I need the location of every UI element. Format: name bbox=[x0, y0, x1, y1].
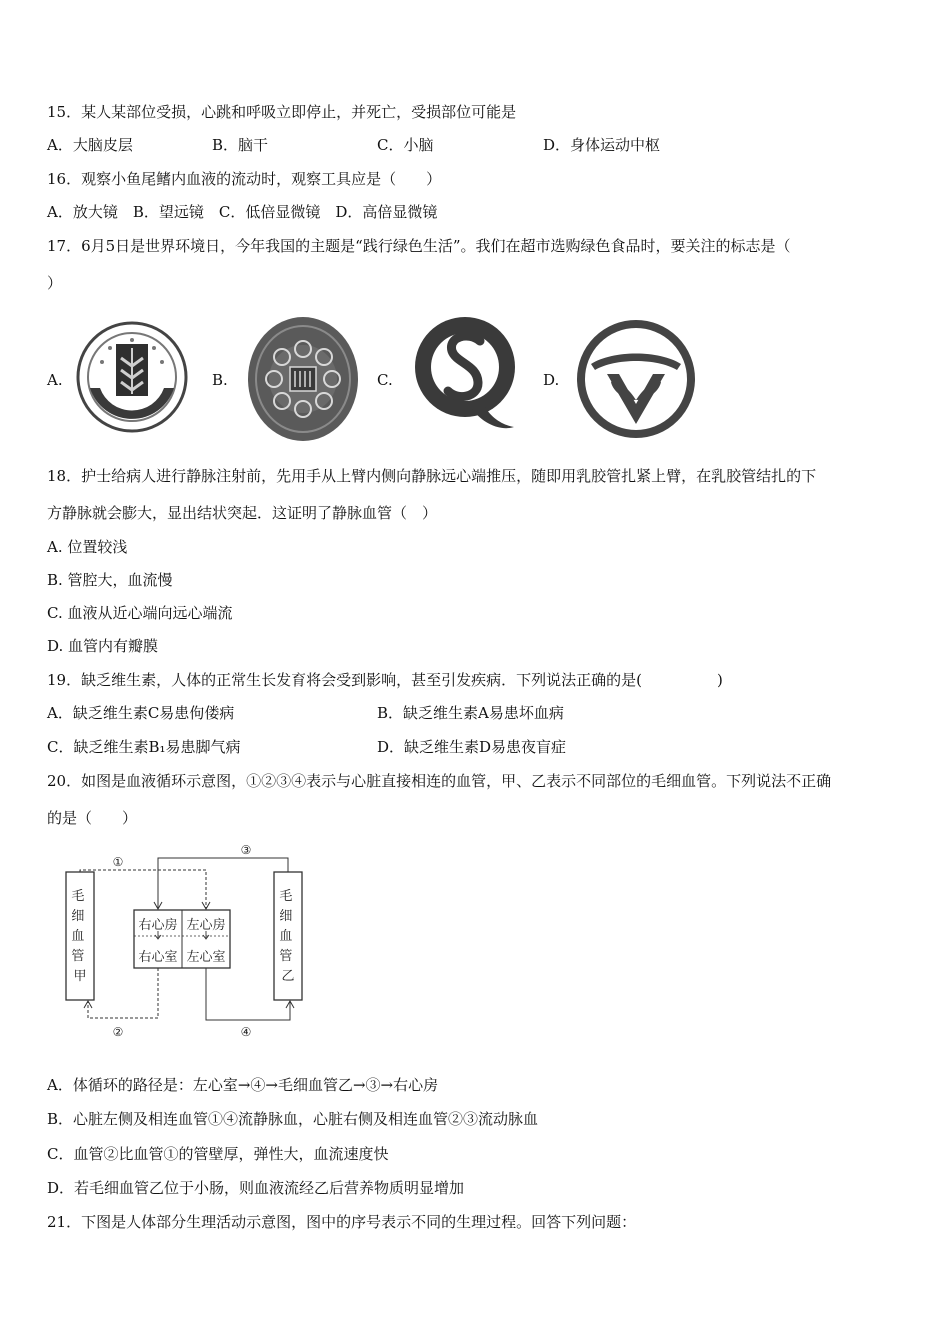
q21-stem: 21．下图是人体部分生理活动示意图，图中的序号表示不同的生理过程。回答下列问题： bbox=[47, 1213, 637, 1231]
capillary-b-char-2: 细 bbox=[279, 909, 293, 924]
q20-option-b: B．心脏左侧及相连血管①④流静脉血，心脏右侧及相连血管②③流动脉血 bbox=[47, 1110, 539, 1128]
capillary-b-char-5: 乙 bbox=[281, 969, 295, 984]
right-ventricle: 右心室 bbox=[138, 950, 178, 965]
sq-quality-logo bbox=[410, 305, 520, 444]
q15-option-c: C．小脑 bbox=[377, 136, 434, 154]
capillary-a-label bbox=[71, 889, 88, 984]
q18-option-b: B. 管腔大，血流慢 bbox=[47, 571, 173, 589]
q15-option-b: B．脑干 bbox=[212, 136, 269, 154]
green-food-logo bbox=[76, 318, 188, 440]
q20-stem-line1: 20．如图是血液循环示意图，①②③④表示与心脏直接相连的血管，甲、乙表示不同部位的毛细血管。下列说法不正确 bbox=[47, 772, 832, 790]
q20-stem-line2: 的是（ ） bbox=[47, 809, 138, 827]
q18-option-d: D. 血管内有瓣膜 bbox=[47, 637, 159, 655]
left-atrium: 左心房 bbox=[186, 918, 226, 933]
q16-options: A．放大镜 B．望远镜 C．低倍显微镜 D．高倍显微镜 bbox=[47, 203, 438, 221]
blood-circulation-diagram bbox=[60, 840, 320, 1045]
capillary-b-label bbox=[279, 889, 296, 984]
left-ventricle: 左心室 bbox=[186, 950, 226, 965]
q18-option-c: C. 血液从近心端向远心端流 bbox=[47, 604, 233, 622]
q16-stem: 16．观察小鱼尾鳍内血液的流动时，观察工具应是（ ） bbox=[47, 170, 442, 188]
q17-stem-line1: 17．6月5日是世界环境日，今年我国的主题是“践行绿色生活”。我们在超市选购绿色食品时，要关注的标志是（ bbox=[47, 237, 791, 255]
q15-option-d: D．身体运动中枢 bbox=[543, 136, 661, 154]
q19-option-c: C．缺乏维生素B₁易患脚气病 bbox=[47, 738, 241, 756]
q18-stem-line2: 方静脉就会膨大，显出结状突起．这证明了静脉血管（ ） bbox=[47, 504, 438, 522]
q17-option-b-label: B. bbox=[212, 371, 228, 389]
q17-stem-line2: ） bbox=[47, 274, 63, 292]
vessel-2-label: ② bbox=[112, 1025, 124, 1039]
capillary-b-char-4: 管 bbox=[279, 949, 293, 964]
q15-stem: 15．某人某部位受损，心跳和呼吸立即停止，并死亡，受损部位可能是 bbox=[47, 103, 517, 121]
vessel-1 bbox=[80, 870, 206, 908]
q18-option-a: A. 位置较浅 bbox=[47, 538, 128, 556]
q18-stem-line1: 18．护士给病人进行静脉注射前，先用手从上臂内侧向静脉远心端推压，随即用乳胶管扎紧上臂，在乳胶管结扎的下 bbox=[47, 467, 817, 485]
vessel-3 bbox=[158, 858, 288, 908]
q19-stem: 19．缺乏维生素，人体的正常生长发育将会受到影响，甚至引发疾病．下列说法正确的是( ) bbox=[47, 671, 723, 689]
vessel-4-label: ④ bbox=[240, 1025, 252, 1039]
q15-option-a: A．大脑皮层 bbox=[47, 136, 133, 154]
q17-option-d-label: D. bbox=[543, 371, 560, 389]
q19-option-a: A．缺乏维生素C易患佝偻病 bbox=[47, 704, 235, 722]
vessel-2 bbox=[88, 968, 158, 1018]
capillary-a-char-4: 管 bbox=[71, 949, 85, 964]
right-atrium: 右心房 bbox=[138, 918, 178, 933]
capillary-a-char-3: 血 bbox=[71, 929, 85, 944]
capillary-b-char-3: 血 bbox=[279, 929, 293, 944]
q17-option-a-label: A. bbox=[47, 371, 63, 389]
organic-seal-logo bbox=[246, 315, 360, 447]
capillary-a-char-1: 毛 bbox=[71, 889, 85, 904]
v-leaf-logo bbox=[577, 320, 695, 442]
q19-option-b: B．缺乏维生素A易患坏血病 bbox=[377, 704, 564, 722]
capillary-b-char-1: 毛 bbox=[279, 889, 293, 904]
q20-option-d: D．若毛细血管乙位于小肠，则血液流经乙后营养物质明显增加 bbox=[47, 1179, 465, 1197]
vessel-3-label: ③ bbox=[240, 843, 252, 857]
vessel-1-label: ① bbox=[112, 855, 124, 869]
q17-option-c-label: C. bbox=[377, 371, 393, 389]
q20-option-a: A．体循环的路径是：左心室→④→毛细血管乙→③→右心房 bbox=[47, 1076, 439, 1094]
vessel-4 bbox=[206, 968, 290, 1020]
q20-option-c: C．血管②比血管①的管壁厚，弹性大，血流速度快 bbox=[47, 1145, 389, 1163]
capillary-a-char-2: 细 bbox=[71, 909, 85, 924]
q19-option-d: D．缺乏维生素D易患夜盲症 bbox=[377, 738, 567, 756]
capillary-a-char-5: 甲 bbox=[73, 969, 87, 984]
